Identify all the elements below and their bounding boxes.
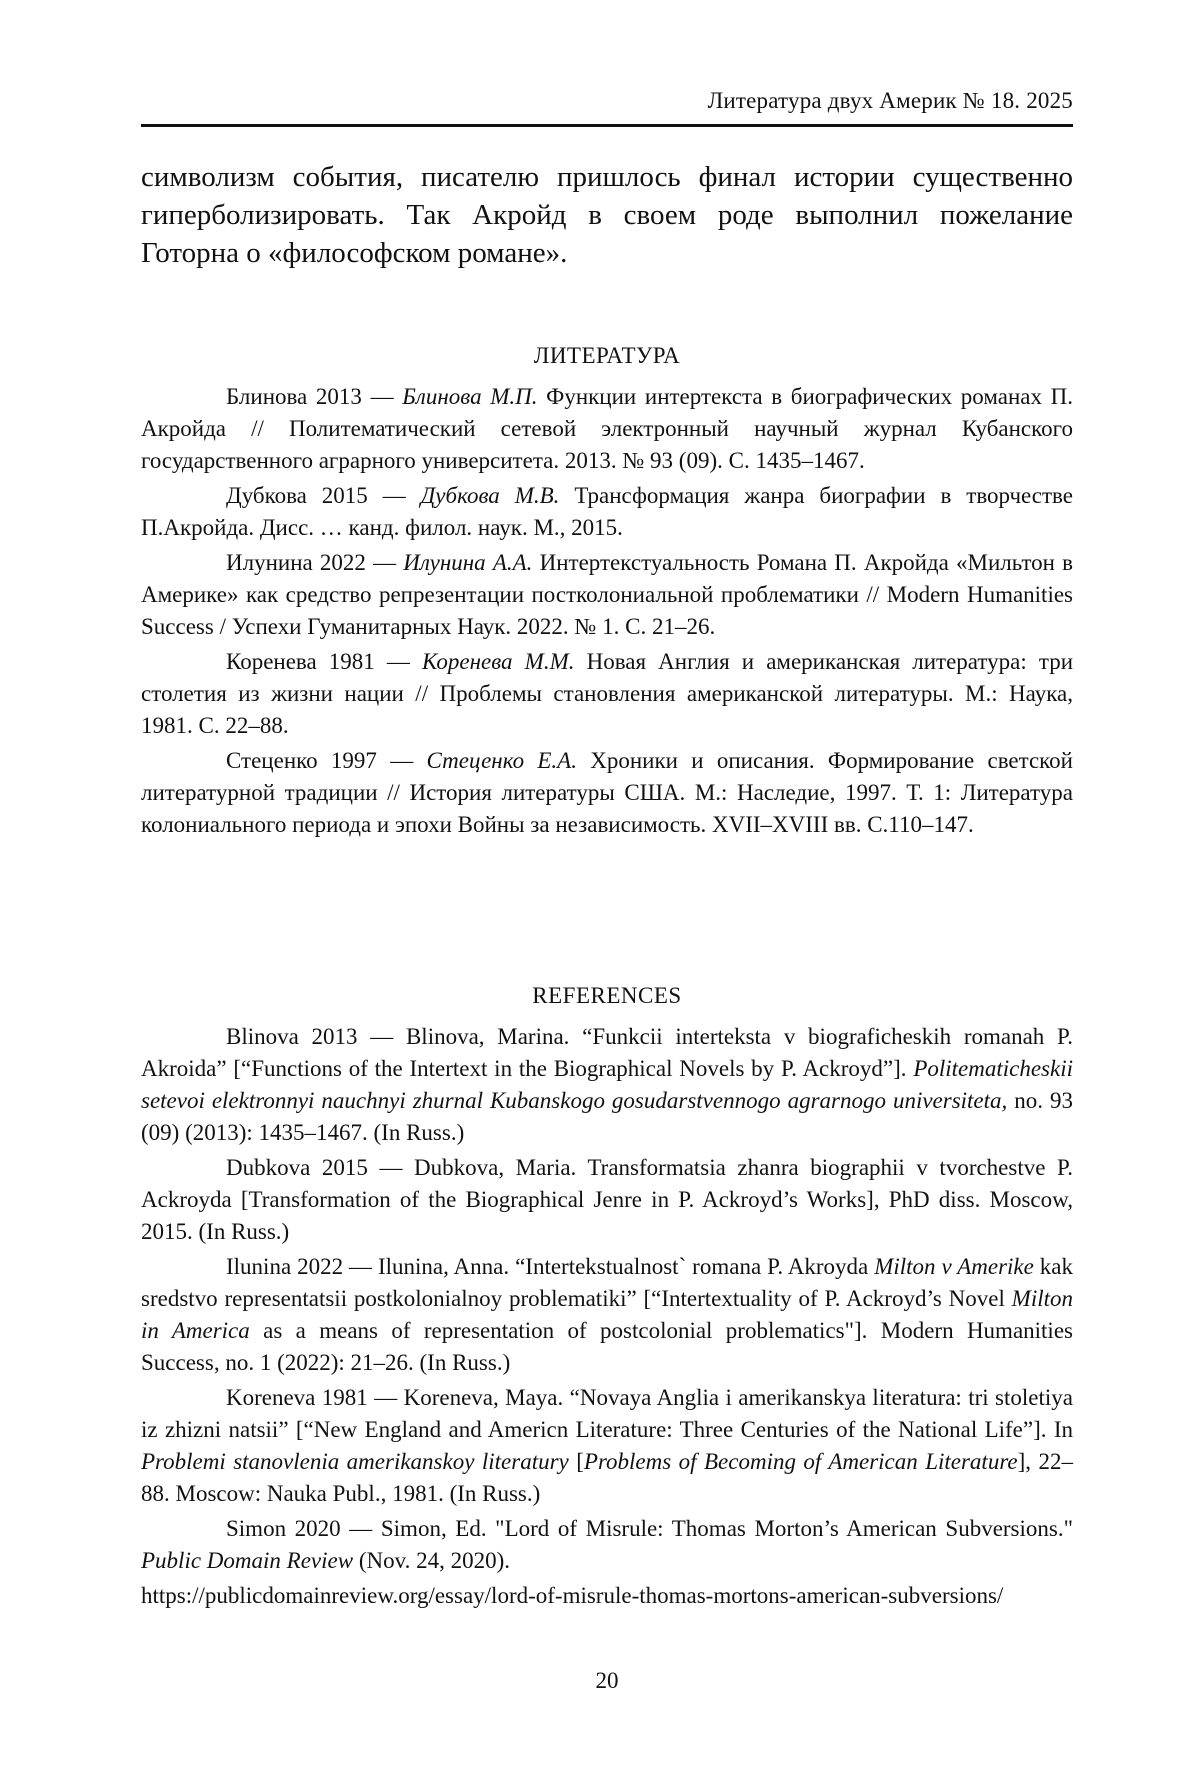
reference-entry <box>141 1021 1073 1149</box>
entry-text: Функции интертекста в биографических романах П. Акройда // Политематический сетевой электронный научный журнал Кубанского государственного аграрного университета. 2013. № 93 (09). С. 1435–1467. <box>141 384 1074 473</box>
entry-lead: Блинова 2013 — <box>226 384 403 409</box>
entry-text: (Nov. 24, 2020). <box>353 1548 510 1573</box>
literatura-entry <box>141 480 1073 544</box>
entry-author: Стеценко Е.А. <box>426 748 577 773</box>
running-header: Литература двух Америк № 18. 2025 <box>707 88 1073 113</box>
entry-author: Коренева М.М. <box>422 649 575 674</box>
literatura-entry <box>141 745 1073 841</box>
entry-italic: Problems of Becoming of American Literature <box>583 1449 1018 1474</box>
entry-text: as a means of representation of postcolonial problematics"]. Modern Humanities Success, no. 1 (2022): 21–26. (In Russ.) <box>141 1318 1073 1375</box>
reference-url[interactable]: https://publicdomainreview.org/essay/lord-of-misrule-thomas-mortons-american-subversions/ <box>141 1583 1004 1608</box>
entry-text: Blinova 2013 — Blinova, Marina. “Funkcii interteksta v biograficheskih romanah P. Akroida” [“Functions of the Intertext in the Biographical Novels by P. Ackroyd”]. <box>141 1024 1073 1081</box>
entry-text: kak sredstvo representatsii postkolonialnoy problematiki” [“Intertextuality of P. Ackroyd’s Novel <box>141 1254 1073 1311</box>
entry-text: Dubkova 2015 — Dubkova, Maria. Transformatsia zhanra biographii v tvorchestve P. Ackroyda [Transformation of the Biographical Jenre in P. Ackroyd’s Works], PhD diss. Moscow, 2015. (In Russ.) <box>141 1155 1073 1244</box>
literatura-entry <box>141 381 1073 477</box>
page-number: 20 <box>595 1668 619 1693</box>
entry-italic: Politematicheskii setevoi elektronnyi nauchnyi zhurnal Kubanskogo gosudarstvennogo agrarnogo universiteta, <box>141 1056 1073 1113</box>
reference-entry <box>141 1152 1073 1248</box>
entry-text: Хроники и описания. Формирование светской литературной традиции // История литературы США. М.: Наследие, 1997. Т. 1: Литература колониального периода и эпохи Войны за независимость. XVII–XVIII вв. С.110–147. <box>141 748 1073 837</box>
entry-lead: Дубкова 2015 — <box>226 483 421 508</box>
literatura-heading: ЛИТЕРАТУРА <box>533 343 681 368</box>
entry-italic: Public Domain Review <box>141 1548 354 1573</box>
entry-text: ], 22–88. Moscow: Nauka Publ., 1981. (In Russ.) <box>141 1449 1074 1506</box>
body-paragraph: символизм события, писателю пришлось финал истории существенно гиперболизировать. Так Акройд в своем роде выполнил пожелание Готорна о «философском романе». <box>141 161 1073 269</box>
entry-italic: Problemi stanovlenia amerikanskoy literatury <box>141 1449 569 1474</box>
entry-text: Интертекстуальность Романа П. Акройда «Мильтон в Америке» как средство репрезентации постколониальной проблематики // Modern Humanities Success / Успехи Гуманитарных Наук. 2022. № 1. С. 21–26. <box>141 550 1073 639</box>
entry-text: Ilunina 2022 — Ilunina, Anna. “Intertekstualnost` romana P. Akroyda <box>226 1254 875 1279</box>
entry-text: [ <box>568 1449 584 1474</box>
entry-lead: Стеценко 1997 — <box>226 748 427 773</box>
entry-italic: Milton v Amerike <box>874 1254 1034 1279</box>
literatura-entry <box>141 646 1073 742</box>
entry-text: Новая Англия и американская литература: три столетия из жизни нации // Проблемы становления американской литературы. М.: Наука, 1981. С. 22–88. <box>141 649 1074 738</box>
references-list <box>141 1021 1073 1615</box>
entry-lead: Илунина 2022 — <box>226 550 404 575</box>
entry-text: no. 93 (09) (2013): 1435–1467. (In Russ.) <box>141 1088 1073 1145</box>
reference-entry <box>141 1513 1073 1577</box>
reference-entry <box>141 1251 1073 1379</box>
entry-author: Илунина А.А. <box>403 550 533 575</box>
reference-entry <box>141 1382 1073 1510</box>
entry-italic: Milton in America <box>141 1286 1073 1343</box>
references-heading: REFERENCES <box>532 983 682 1008</box>
entry-text: Трансформация жанра биографии в творчестве П.Акройда. Дисс. … канд. филол. наук. М., 2015. <box>141 483 1073 540</box>
entry-text: Simon 2020 — Simon, Ed. "Lord of Misrule: Thomas Morton’s American Subversions." <box>226 1516 1073 1541</box>
entry-text: Koreneva 1981 — Koreneva, Maya. “Novaya Anglia i amerikanskya literatura: tri stoletiya iz zhizni natsii” [“New England and Americn Literature: Three Centuries of the National Life”]. In <box>141 1385 1073 1442</box>
entry-author: Блинова М.П. <box>402 384 538 409</box>
header-rule <box>141 124 1073 127</box>
literatura-entry <box>141 547 1073 643</box>
literatura-list <box>141 381 1073 844</box>
entry-author: Дубкова М.В. <box>420 483 560 508</box>
entry-lead: Коренева 1981 — <box>226 649 422 674</box>
